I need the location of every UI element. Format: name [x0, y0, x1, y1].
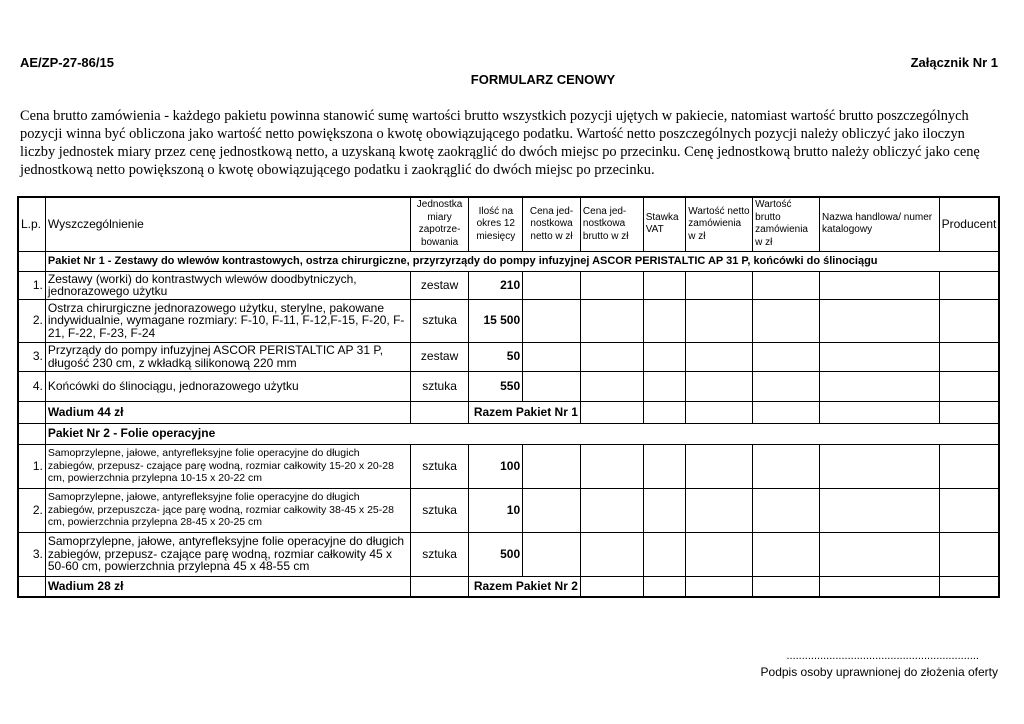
- annex-label: Załącznik Nr 1: [910, 55, 998, 70]
- input-cell[interactable]: [643, 299, 686, 342]
- row-unit: sztuka: [410, 532, 469, 576]
- input-cell[interactable]: [753, 371, 820, 401]
- row-qty: 10: [469, 488, 523, 532]
- row-lp: 4.: [18, 371, 45, 401]
- row-qty: 500: [469, 532, 523, 576]
- input-cell[interactable]: [820, 488, 940, 532]
- input-cell[interactable]: [643, 401, 686, 423]
- col-producer: Producent: [939, 197, 999, 251]
- wadium-label: Wadium 44 zł: [45, 401, 410, 423]
- row-qty: 550: [469, 371, 523, 401]
- row-desc: Końcówki do ślinociągu, jednorazowego użytku: [45, 371, 410, 401]
- row-lp: 1.: [18, 444, 45, 488]
- input-cell[interactable]: [686, 532, 753, 576]
- row-lp: 3.: [18, 342, 45, 371]
- row-desc: Samoprzylepne, jałowe, antyrefleksyjne folie operacyjne do długich zabiegów, przepuszcza- jące parę wodną, rozmiar całkowity 38-45 x 25-28 cm, powierzchnia przylepna 28-45 x 20-25 cm: [45, 488, 410, 532]
- input-cell[interactable]: [753, 271, 820, 299]
- col-net-value: Wartość netto zamówienia w zł: [686, 197, 753, 251]
- row-unit: sztuka: [410, 371, 469, 401]
- header-row: [18, 197, 999, 251]
- input-cell[interactable]: [686, 576, 753, 597]
- row-lp: 1.: [18, 271, 45, 299]
- row-lp: 2.: [18, 299, 45, 342]
- input-cell[interactable]: [820, 532, 940, 576]
- input-cell[interactable]: [939, 371, 999, 401]
- row-lp: 2.: [18, 488, 45, 532]
- input-cell[interactable]: [753, 488, 820, 532]
- input-cell[interactable]: [753, 576, 820, 597]
- input-cell[interactable]: [580, 401, 643, 423]
- input-cell[interactable]: [939, 488, 999, 532]
- input-cell[interactable]: [820, 444, 940, 488]
- input-cell[interactable]: [580, 488, 643, 532]
- table-row: [18, 299, 999, 342]
- row-unit: sztuka: [410, 444, 469, 488]
- row-desc: Ostrza chirurgiczne jednorazowego użytku, sterylne, pakowane indywidualnie, wymagane rozmiary: F-10, F-11, F-12,F-15, F-20, F-21, F-22, F-23, F-24: [45, 299, 410, 342]
- package-title: Pakiet Nr 2 - Folie operacyjne: [45, 423, 999, 444]
- input-cell[interactable]: [523, 299, 581, 342]
- input-cell[interactable]: [939, 342, 999, 371]
- row-unit: sztuka: [410, 299, 469, 342]
- signature-line: ...............................................................: [786, 650, 979, 662]
- input-cell[interactable]: [580, 299, 643, 342]
- input-cell[interactable]: [686, 488, 753, 532]
- row-unit: sztuka: [410, 488, 469, 532]
- summary-row: [18, 401, 999, 423]
- input-cell[interactable]: [580, 342, 643, 371]
- input-cell[interactable]: [939, 532, 999, 576]
- input-cell[interactable]: [523, 532, 581, 576]
- input-cell[interactable]: [820, 371, 940, 401]
- input-cell[interactable]: [820, 271, 940, 299]
- input-cell[interactable]: [939, 271, 999, 299]
- row-desc: Przyrządy do pompy infuzyjnej ASCOR PERISTALTIC AP 31 P, długość 230 cm, z wkładką silikonową 220 mm: [45, 342, 410, 371]
- input-cell[interactable]: [523, 271, 581, 299]
- price-table: [17, 196, 1000, 598]
- row-desc: Samoprzylepne, jałowe, antyrefleksyjne folie operacyjne do długich zabiegów, przepusz- czające parę wodną, rozmiar całkowity 45 x 50-60 cm, powierzchnia przylepna 45 x 48-55 cm: [45, 532, 410, 576]
- table-row: [18, 532, 999, 576]
- input-cell[interactable]: [523, 488, 581, 532]
- input-cell[interactable]: [939, 299, 999, 342]
- input-cell[interactable]: [686, 371, 753, 401]
- input-cell[interactable]: [686, 342, 753, 371]
- input-cell[interactable]: [820, 401, 940, 423]
- input-cell[interactable]: [686, 444, 753, 488]
- input-cell[interactable]: [523, 444, 581, 488]
- input-cell[interactable]: [523, 342, 581, 371]
- input-cell[interactable]: [686, 271, 753, 299]
- input-cell[interactable]: [753, 444, 820, 488]
- document-reference: AE/ZP-27-86/15: [20, 55, 114, 70]
- row-qty: 50: [469, 342, 523, 371]
- table-row: [18, 371, 999, 401]
- input-cell[interactable]: [686, 401, 753, 423]
- input-cell[interactable]: [643, 532, 686, 576]
- input-cell[interactable]: [820, 576, 940, 597]
- input-cell[interactable]: [580, 532, 643, 576]
- input-cell[interactable]: [643, 342, 686, 371]
- input-cell[interactable]: [643, 576, 686, 597]
- input-cell[interactable]: [643, 371, 686, 401]
- input-cell[interactable]: [523, 371, 581, 401]
- row-qty: 15 500: [469, 299, 523, 342]
- signature-label: Podpis osoby uprawnionej do złożenia oferty: [760, 665, 998, 679]
- input-cell[interactable]: [753, 532, 820, 576]
- col-desc: Wyszczególnienie: [45, 197, 410, 251]
- intro-paragraph: Cena brutto zamówienia - każdego pakietu powinna stanowić sumę wartości brutto wszystkich pozycji ujętych w pakiecie, natomiast wartość brutto poszczególnych pozycji winna być obliczona jako wartość netto powiększona o kwotę obowiązującego podatku. Wartość netto poszczególnych pozycji należy obliczyć jako iloczyn liczby jednostek miary przez cenę jednostkową netto, a uzyskaną kwotę zaokrąglić do dwóch miejsc po przecinku. Cenę jednostkową brutto należy obliczyć jako cenę jednostkową netto powiększoną o kwotę obowiązującego podatku i zaokrąglić do dwóch miejsc po przecinku.: [20, 108, 980, 178]
- row-qty: 210: [469, 271, 523, 299]
- table-row: [18, 271, 999, 299]
- input-cell[interactable]: [939, 444, 999, 488]
- row-qty: 100: [469, 444, 523, 488]
- summary-row: [18, 576, 999, 597]
- input-cell[interactable]: [753, 401, 820, 423]
- col-unit: Jednostka miary zapotrze-bowania: [410, 197, 469, 251]
- input-cell[interactable]: [643, 444, 686, 488]
- package-title: Pakiet Nr 1 - Zestawy do wlewów kontrastowych, ostrza chirurgiczne, przyrzyrządy do pompy infuzyjnej ASCOR PERISTALTIC AP 31 P, końcówki do ślinociągu: [45, 251, 999, 271]
- col-unit-gross: Cena jed-nostkowa brutto w zł: [580, 197, 643, 251]
- input-cell[interactable]: [939, 576, 999, 597]
- table-row: [18, 488, 999, 532]
- input-cell[interactable]: [753, 342, 820, 371]
- page-title: FORMULARZ CENOWY: [470, 72, 616, 87]
- wadium-label: Wadium 28 zł: [45, 576, 410, 597]
- input-cell[interactable]: [820, 342, 940, 371]
- table-row: [18, 444, 999, 488]
- row-unit: zestaw: [410, 342, 469, 371]
- col-vat: Stawka VAT: [643, 197, 686, 251]
- col-trade-name: Nazwa handlowa/ numer katalogowy: [820, 197, 940, 251]
- input-cell[interactable]: [580, 444, 643, 488]
- input-cell[interactable]: [939, 401, 999, 423]
- total-label: Razem Pakiet Nr 1: [469, 401, 580, 423]
- col-gross-value: Wartość brutto zamówienia w zł: [753, 197, 820, 251]
- input-cell[interactable]: [580, 576, 643, 597]
- input-cell[interactable]: [753, 299, 820, 342]
- total-label: Razem Pakiet Nr 2: [469, 576, 580, 597]
- row-desc: Samoprzylepne, jałowe, antyrefleksyjne folie operacyjne do długich zabiegów, przepusz- czające parę wodną, rozmiar całkowity 15-20 x 20-28 cm, powierzchnia przylepna 10-15 x 20-22 cm: [45, 444, 410, 488]
- input-cell[interactable]: [686, 299, 753, 342]
- input-cell[interactable]: [820, 299, 940, 342]
- col-unit-net: Cena jed-nostkowa netto w zł: [523, 197, 581, 251]
- package-header-row: [18, 423, 999, 444]
- row-unit: zestaw: [410, 271, 469, 299]
- row-lp: 3.: [18, 532, 45, 576]
- input-cell[interactable]: [643, 488, 686, 532]
- package-header-row: [18, 251, 999, 271]
- col-qty: Ilość na okres 12 miesięcy: [469, 197, 523, 251]
- input-cell[interactable]: [580, 271, 643, 299]
- col-lp: L.p.: [18, 197, 45, 251]
- row-desc: Zestawy (worki) do kontrastwych wlewów doodbytniczych, jednorazowego użytku: [45, 271, 410, 299]
- input-cell[interactable]: [580, 371, 643, 401]
- table-row: [18, 342, 999, 371]
- input-cell[interactable]: [643, 271, 686, 299]
